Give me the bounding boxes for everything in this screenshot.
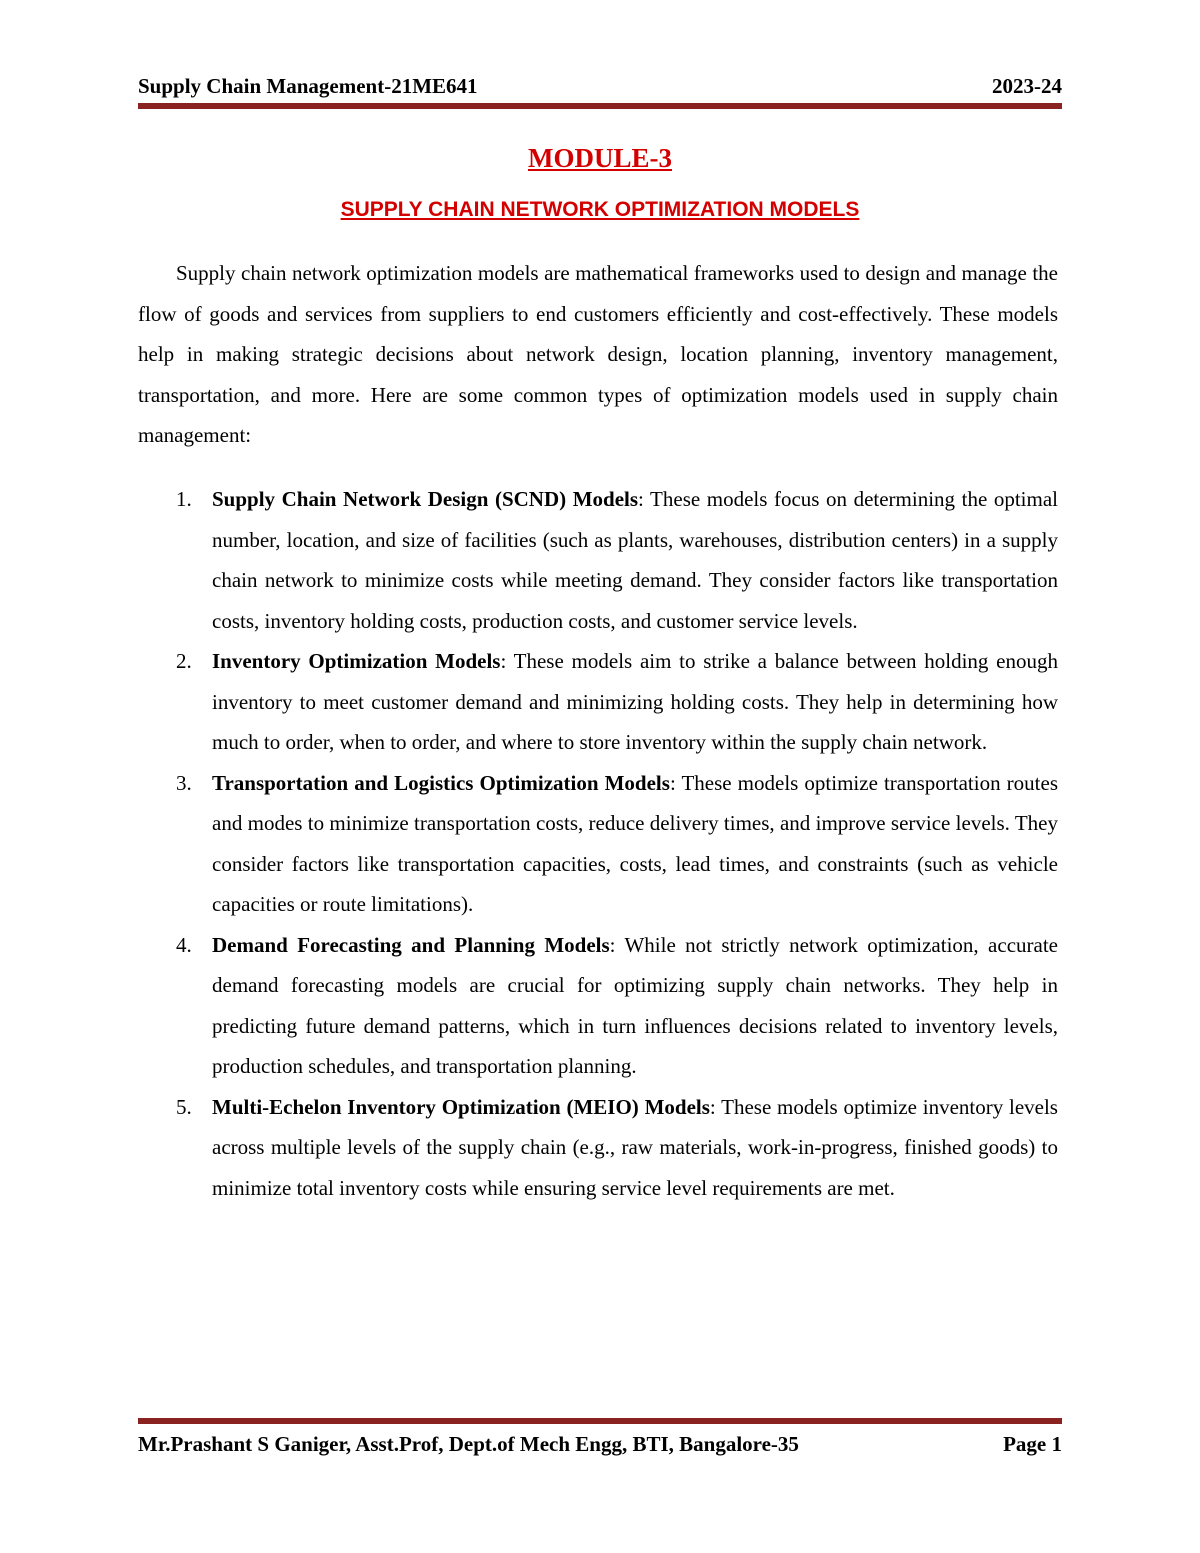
page-header bbox=[138, 74, 1062, 99]
list-item-name: Multi-Echelon Inventory Optimization (MEIO) Models bbox=[212, 1094, 710, 1119]
module-title: MODULE-3 bbox=[528, 143, 672, 173]
header-rule bbox=[138, 103, 1062, 109]
list-item-description: : These models aim to strike a balance between holding enough inventory to meet customer demand and minimizing holding costs. They help in determining how much to order, when to order, and where to store inventory within the supply chain network. bbox=[212, 649, 1058, 754]
list-item-text bbox=[212, 763, 1058, 925]
list-item bbox=[138, 1087, 1058, 1209]
section-title: SUPPLY CHAIN NETWORK OPTIMIZATION MODELS bbox=[340, 198, 860, 221]
header-course-title: Supply Chain Management-21ME641 bbox=[138, 74, 478, 98]
list-item-description: : While not strictly network optimization, accurate demand forecasting models are crucial for optimizing supply chain networks. They help in predicting future demand patterns, which in turn influences decisions related to inventory levels, production schedules, and transportation planning. bbox=[212, 932, 1058, 1078]
list-item-number: 2. bbox=[176, 649, 192, 673]
footer-author: Mr.Prashant S Ganiger, Asst.Prof, Dept.of Mech Engg, BTI, Bangalore-35 bbox=[138, 1432, 799, 1456]
list-item-text bbox=[212, 925, 1058, 1087]
list-item-number: 1. bbox=[176, 487, 192, 511]
list-item-description: : These models optimize transportation routes and modes to minimize transportation costs, reduce delivery times, and improve service levels. They consider factors like transportation capacities, costs, lead times, and constraints (such as vehicle capacities or route limitations). bbox=[212, 770, 1058, 916]
list-item-name: Demand Forecasting and Planning Models bbox=[212, 932, 610, 957]
footer-page-number: Page 1 bbox=[1003, 1432, 1062, 1456]
list-item bbox=[138, 763, 1058, 925]
list-item-name: Transportation and Logistics Optimization Models bbox=[212, 770, 670, 795]
list-item-text bbox=[212, 1087, 1058, 1209]
list-item-text bbox=[212, 641, 1058, 763]
list-item bbox=[138, 925, 1058, 1087]
list-item-name: Supply Chain Network Design (SCND) Models bbox=[212, 487, 639, 511]
models-list bbox=[138, 479, 1058, 1208]
list-item-number: 4. bbox=[176, 932, 192, 957]
list-item bbox=[138, 479, 1058, 641]
list-item-description: : These models optimize inventory levels across multiple levels of the supply chain (e.g., raw materials, work-in-progress, finished goods) to minimize total inventory costs while ensuring service level requirements are met. bbox=[212, 1094, 1058, 1200]
list-item-number: 5. bbox=[176, 1094, 192, 1119]
list-item-name: Inventory Optimization Models bbox=[212, 649, 501, 673]
list-item-description: : These models focus on determining the optimal number, location, and size of facilities (such as plants, warehouses, distribution centers) in a supply chain network to minimize costs while meeting demand. They consider factors like transportation costs, inventory holding costs, production costs, and customer service levels. bbox=[212, 487, 1058, 633]
list-item-number: 3. bbox=[176, 770, 192, 795]
page-footer bbox=[138, 1432, 1062, 1457]
list-item-text bbox=[212, 479, 1058, 641]
header-academic-year: 2023-24 bbox=[992, 74, 1062, 98]
footer-rule bbox=[138, 1418, 1062, 1424]
intro-paragraph: Supply chain network optimization models are mathematical frameworks used to design and manage the flow of goods and services from suppliers to end customers efficiently and cost-effectively. These models help in making strategic decisions about network design, location planning, inventory management, transportation, and more. Here are some common types of optimization models used in supply chain management: bbox=[138, 261, 1058, 447]
list-item bbox=[138, 641, 1058, 763]
